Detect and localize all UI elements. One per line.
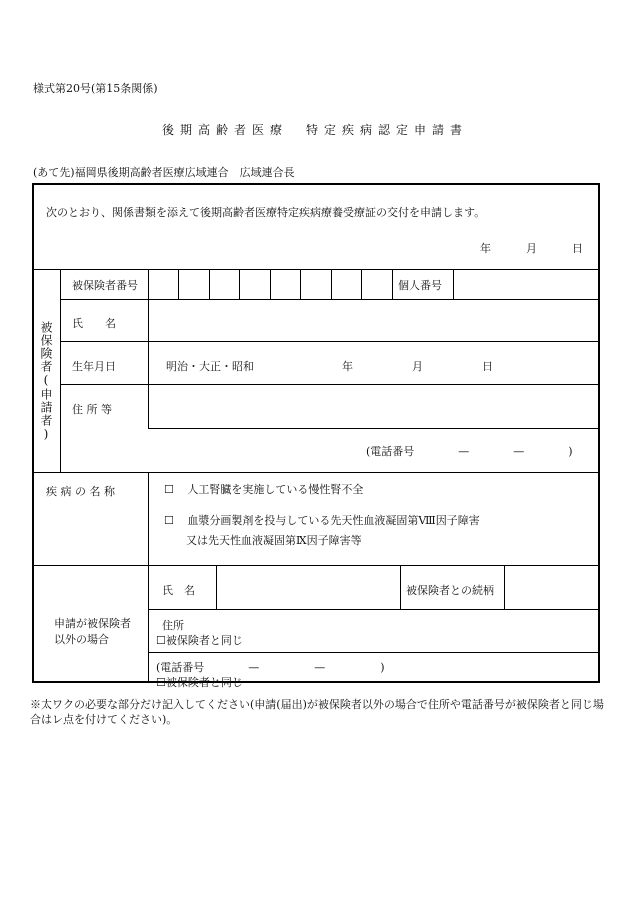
- disease-option-2-text: 血漿分画製剤を投与している先天性血液凝固第Ⅷ因子障害: [187, 514, 480, 527]
- page-title: 後期高齢者医療 特定疾病認定申請書: [161, 123, 468, 137]
- applicant-label-line1: 申請が被保険者: [54, 617, 131, 630]
- insured-phone[interactable]: (電話番号 — — ): [366, 445, 573, 458]
- disease-option-2[interactable]: [164, 512, 480, 528]
- personal-number-field[interactable]: [454, 269, 598, 299]
- checkbox-icon[interactable]: ☐: [164, 483, 174, 496]
- divider: [34, 472, 598, 473]
- name-field[interactable]: [149, 300, 598, 341]
- dob-label: 生年月日: [72, 360, 116, 373]
- divider: [60, 269, 61, 472]
- applicant-label-line2: 以外の場合: [54, 633, 109, 646]
- insured-number-label: 被保険者番号: [72, 279, 138, 292]
- disease-option-2-text-line2: 又は先天性血液凝固第Ⅸ因子障害等: [186, 534, 362, 547]
- application-form-table: [32, 183, 600, 689]
- personal-number-label: 個人番号: [398, 279, 442, 292]
- divider: [148, 609, 598, 610]
- insured-number-field[interactable]: [156, 269, 392, 299]
- checkbox-icon[interactable]: ☐: [164, 514, 174, 527]
- applicant-name-field[interactable]: [217, 566, 400, 609]
- divider: [148, 652, 598, 653]
- divider: [392, 269, 393, 299]
- same-phone-checkbox[interactable]: ☐被保険者と同じ: [156, 676, 243, 689]
- address-field[interactable]: [149, 385, 598, 428]
- relation-label: 被保険者との続柄: [406, 584, 494, 597]
- divider: [60, 341, 598, 342]
- disease-option-1-text: 人工腎臓を実施している慢性腎不全: [187, 483, 364, 496]
- date-day[interactable]: 日: [572, 242, 583, 255]
- footnote: ※太ワクの必要な部分だけ記入してください(申請(届出)が被保険者以外の場合で住所や電話番号が被保険者と同じ場合はレ点を付けてください)。: [30, 698, 604, 726]
- insured-section-label: 被保険者(申請者): [39, 321, 53, 442]
- disease-label: 疾 病 の 名 称: [46, 485, 115, 498]
- date-year[interactable]: 年: [480, 242, 491, 255]
- relation-field[interactable]: [505, 566, 598, 609]
- applicant-name-label: 氏 名: [162, 584, 195, 597]
- dob-day[interactable]: 日: [482, 360, 493, 373]
- applicant-address-label: 住所: [162, 619, 184, 632]
- dob-month[interactable]: 月: [412, 360, 423, 373]
- form-id: 様式第20号(第15条関係): [33, 82, 158, 95]
- same-address-checkbox[interactable]: ☐被保険者と同じ: [156, 634, 243, 647]
- divider: [400, 565, 401, 609]
- intro-text: 次のとおり、関係書類を添えて後期高齢者医療特定疾病療養受療証の交付を申請します。: [46, 206, 486, 219]
- divider: [148, 472, 149, 565]
- date-month[interactable]: 月: [526, 242, 537, 255]
- applicant-phone[interactable]: (電話番号 — — ): [156, 661, 385, 674]
- dob-year[interactable]: 年: [342, 360, 353, 373]
- disease-option-1[interactable]: [164, 481, 363, 497]
- divider: [148, 428, 598, 429]
- dob-era-options[interactable]: 明治・大正・昭和: [166, 360, 254, 373]
- address-label: 住 所 等: [72, 403, 112, 416]
- divider: [148, 565, 149, 681]
- addressee: (あて先)福岡県後期高齢者医療広域連合 広域連合長: [33, 166, 295, 179]
- name-label: 氏 名: [72, 317, 116, 330]
